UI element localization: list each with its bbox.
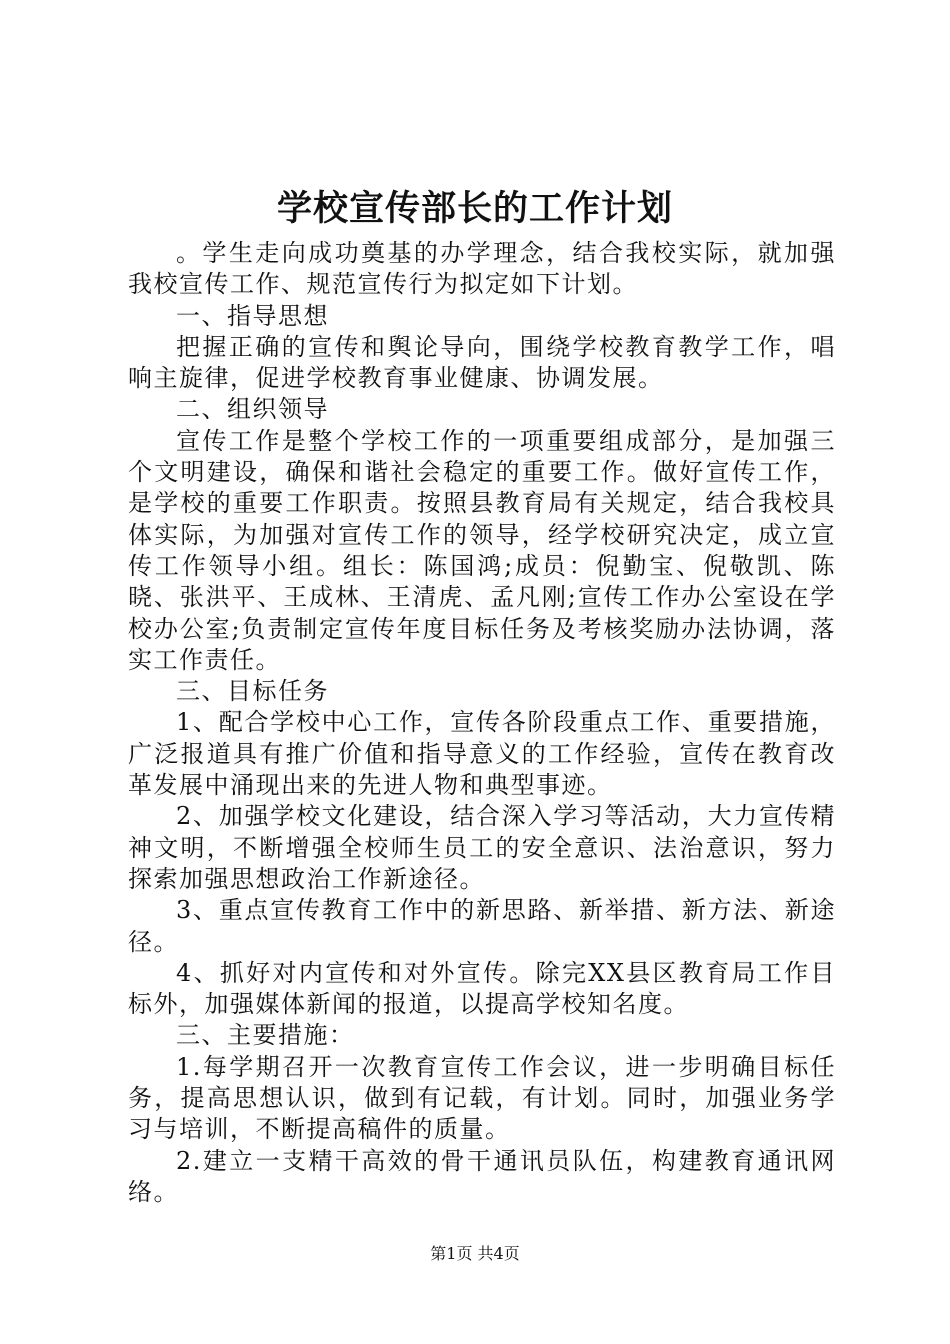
organization-paragraph: 宣传工作是整个学校工作的一项重要组成部分，是加强三个文明建设，确保和谐社会稳定的重要工作。做好宣传工作，是学校的重要工作职责。按照县教育局有关规定，结合我校具体实际，为加强对宣传工作的领导，经学校研究决定，成立宣传工作领导小组。组长：陈国鸿;成员：倪勤宝、倪敬凯、陈晓、张洪平、王成林、王清虎、孟凡刚;宣传工作办公室设在学校办公室;负责制定宣传年度目标任务及考核奖励办法协调，落实工作责任。 xyxy=(128,426,836,674)
goal-item-2: 2、加强学校文化建设，结合深入学习等活动，大力宣传精神文明，不断增强全校师生员工的安全意识、法治意识，努力探索加强思想政治工作新途径。 xyxy=(128,802,836,893)
intro-paragraph: 。学生走向成功奠基的办学理念，结合我校实际，就加强我校宣传工作、规范宣传行为拟定如下计划。 xyxy=(128,239,836,299)
document-body xyxy=(128,238,836,1208)
section-heading-organization: 二、组织领导 xyxy=(176,395,329,424)
goal-item-4: 4、抓好对内宣传和对外宣传。除完XX县区教育局工作目标外，加强媒体新闻的报道，以提高学校知名度。 xyxy=(128,958,836,1019)
goal-item-3: 3、重点宣传教育工作中的新思路、新举措、新方法、新途径。 xyxy=(128,896,836,956)
section-heading-measures: 三、主要措施： xyxy=(176,1021,355,1050)
goal-item-1: 1、配合学校中心工作，宣传各阶段重点工作、重要措施，广泛报道具有推广价值和指导意义的工作经验，宣传在教育改革发展中涌现出来的先进人物和典型事迹。 xyxy=(128,708,836,800)
measure-item-2: 2.建立一支精干高效的骨干通讯员队伍，构建教育通讯网络。 xyxy=(128,1146,836,1206)
section-heading-guiding-thought: 一、指导思想 xyxy=(176,301,329,330)
section-heading-goals: 三、目标任务 xyxy=(176,677,329,706)
page-number-footer: 第1页 共4页 xyxy=(430,1244,520,1263)
measure-item-1: 1.每学期召开一次教育宣传工作会议，进一步明确目标任务，提高思想认识，做到有记载，有计划。同时，加强业务学习与培训，不断提高稿件的质量。 xyxy=(128,1052,836,1144)
guiding-thought-paragraph: 把握正确的宣传和舆论导向，围绕学校教育教学工作，唱响主旋律，促进学校教育事业健康、协调发展。 xyxy=(128,332,836,393)
document-title: 学校宣传部长的工作计划 xyxy=(276,188,673,229)
